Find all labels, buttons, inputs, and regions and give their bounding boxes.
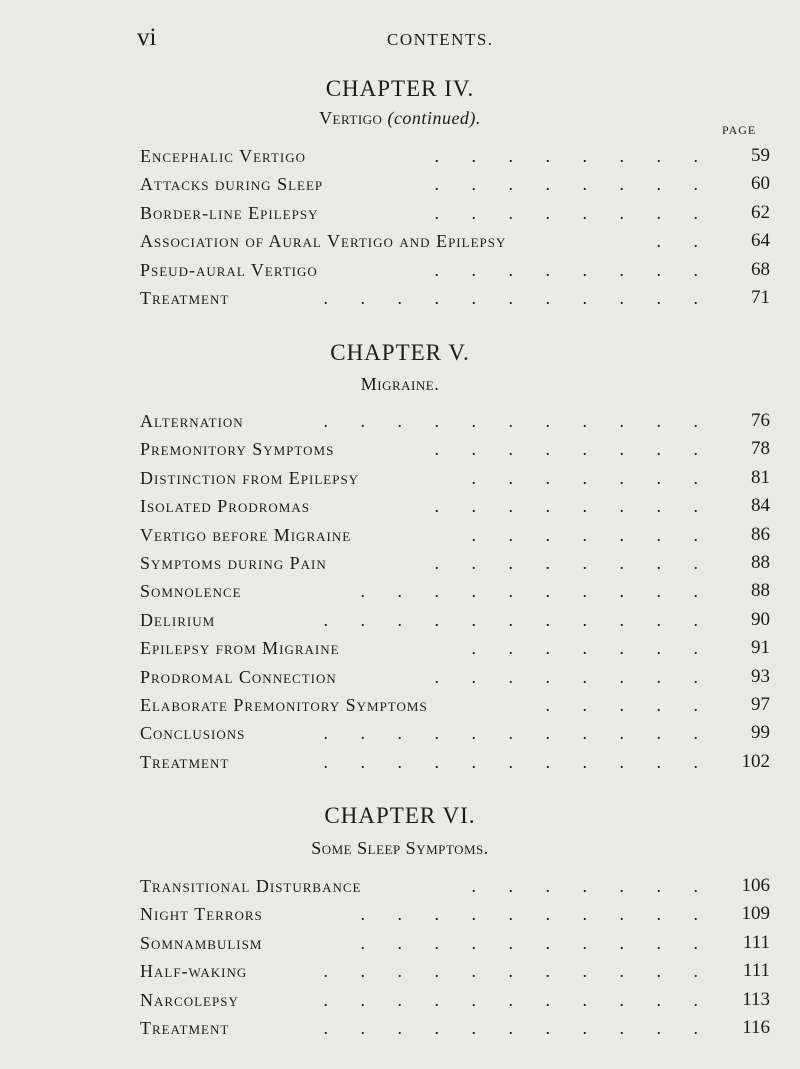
toc-entry-title: Prodromal Connection <box>140 666 337 687</box>
toc-entry-page: 84 <box>751 495 770 517</box>
toc-entry-title: Isolated Prodromas <box>140 496 310 517</box>
toc-entry-page: 86 <box>751 523 770 545</box>
toc-entry[interactable] <box>140 691 770 719</box>
toc-entry-page: 93 <box>751 665 770 687</box>
toc-entry[interactable] <box>140 407 770 435</box>
dot-leader: . . <box>656 231 712 252</box>
toc-entry-title: Somnambulism <box>140 932 263 953</box>
dot-leader: . . . . . . . . <box>434 439 712 460</box>
toc-entry-title: Treatment <box>140 1017 230 1038</box>
toc-entry[interactable] <box>140 900 770 928</box>
toc-entry-title: Treatment <box>140 751 230 772</box>
toc-list-chapter-vi <box>140 872 770 1042</box>
toc-entry-title: Epilepsy from Migraine <box>140 638 340 659</box>
dot-leader: . . . . . . . . <box>434 146 712 166</box>
toc-entry[interactable] <box>140 872 770 900</box>
dot-leader: . . . . . . . . . . . <box>323 287 712 308</box>
toc-entry[interactable] <box>140 521 770 549</box>
toc-entry[interactable] <box>140 663 770 691</box>
toc-entry[interactable] <box>140 284 770 312</box>
toc-entry[interactable] <box>140 748 770 776</box>
running-head <box>0 24 800 54</box>
toc-entry-title: Attacks during Sleep <box>140 174 324 195</box>
toc-entry-title: Pseud-aural Vertigo <box>140 259 318 280</box>
toc-entry[interactable] <box>140 170 770 198</box>
toc-entry-page: 116 <box>742 1016 770 1038</box>
toc-entry[interactable] <box>140 464 770 492</box>
toc-entry-title: Conclusions <box>140 723 246 744</box>
toc-entry[interactable] <box>140 256 770 284</box>
dot-leader: . . . . . . . . . . . <box>323 961 712 982</box>
toc-entry[interactable] <box>140 606 770 634</box>
chapter-subtitle <box>0 108 800 129</box>
toc-entry-page: 111 <box>742 960 770 982</box>
toc-entry-page: 111 <box>742 931 770 953</box>
chapter-subtitle-italic: (continued). <box>387 108 481 128</box>
toc-entry-title: Narcolepsy <box>140 989 239 1010</box>
toc-list-chapter-v <box>140 407 770 776</box>
toc-entry[interactable] <box>140 227 770 255</box>
toc-entry-page: 91 <box>751 637 770 659</box>
page-number: vi <box>137 24 157 51</box>
toc-entry-page: 106 <box>741 875 770 896</box>
toc-entry-title: Distinction from Epilepsy <box>140 467 360 488</box>
toc-entry-title: Premonitory Symptoms <box>140 439 335 460</box>
dot-leader: . . . . . . . . . . . <box>323 751 712 772</box>
toc-entry[interactable] <box>140 435 770 463</box>
toc-entry-title: Treatment <box>140 287 230 308</box>
toc-entry-page: 88 <box>751 551 770 573</box>
toc-entry-title: Vertigo before Migraine <box>140 524 352 545</box>
toc-entry-title: Border-line Epilepsy <box>140 202 319 223</box>
dot-leader: . . . . . . . . . . <box>360 581 712 602</box>
chapter-subtitle: Migraine. <box>360 374 440 394</box>
toc-entry[interactable] <box>140 199 770 227</box>
toc-entry-page: 109 <box>741 903 770 925</box>
dot-leader: . . . . . . . . . . . <box>323 989 712 1010</box>
toc-entry[interactable] <box>140 142 770 170</box>
dot-leader: . . . . . . . . . . . <box>323 609 712 630</box>
dot-leader: . . . . . . . . <box>434 552 712 573</box>
dot-leader: . . . . . . . . <box>434 496 712 517</box>
toc-entry[interactable] <box>140 957 770 985</box>
dot-leader: . . . . . . . . . . <box>360 904 712 925</box>
dot-leader: . . . . . . . . <box>434 666 712 687</box>
toc-entry-page: 102 <box>741 750 770 772</box>
toc-entry-page: 62 <box>751 201 770 223</box>
toc-entry[interactable] <box>140 549 770 577</box>
toc-entry-page: 64 <box>751 230 770 252</box>
dot-leader: . . . . . . . . . . . <box>323 1017 712 1038</box>
dot-leader: . . . . . . . . <box>434 202 712 223</box>
toc-entry-title: Delirium <box>140 609 216 630</box>
toc-entry[interactable] <box>140 577 770 605</box>
toc-entry-title: Half-waking <box>140 961 248 982</box>
toc-list-chapter-iv <box>140 142 770 312</box>
dot-leader: . . . . . . . . <box>434 174 712 195</box>
dot-leader: . . . . . . . <box>471 876 712 896</box>
toc-entry-title: Transitional Disturbance <box>140 876 362 896</box>
toc-entry-page: 71 <box>751 286 770 308</box>
toc-entry[interactable] <box>140 634 770 662</box>
toc-entry-title: Night Terrors <box>140 904 263 925</box>
toc-entry[interactable] <box>140 719 770 747</box>
dot-leader: . . . . . . . . . . <box>360 932 712 953</box>
toc-entry-page: 76 <box>751 410 770 431</box>
toc-entry-page: 97 <box>751 693 770 715</box>
dot-leader: . . . . . . . . . . . <box>323 411 712 431</box>
toc-entry-title: Symptoms during Pain <box>140 552 327 573</box>
toc-entry-page: 113 <box>742 988 770 1010</box>
toc-entry-title: Elaborate Premonitory Symptoms <box>140 694 428 715</box>
toc-entry-page: 68 <box>751 258 770 280</box>
toc-entry-title: Encephalic Vertigo <box>140 146 306 166</box>
dot-leader: . . . . . <box>545 694 712 715</box>
dot-leader: . . . . . . . . . . . <box>323 723 712 744</box>
chapter-heading: CHAPTER V. <box>330 340 470 365</box>
chapter-subtitle: Some Sleep Symptoms. <box>311 838 489 858</box>
toc-entry[interactable] <box>140 929 770 957</box>
toc-entry-page: 90 <box>751 608 770 630</box>
toc-entry-page: 99 <box>751 722 770 744</box>
toc-entry-page: 59 <box>751 145 770 166</box>
toc-entry[interactable] <box>140 492 770 520</box>
chapter-heading: CHAPTER IV. <box>325 76 475 101</box>
toc-entry-page: 78 <box>751 438 770 460</box>
dot-leader: . . . . . . . <box>471 467 712 488</box>
toc-entry-page: 60 <box>751 173 770 195</box>
chapter-heading: CHAPTER VI. <box>324 803 476 828</box>
toc-entry-page: 81 <box>751 466 770 488</box>
dot-leader: . . . . . . . . <box>434 259 712 280</box>
dot-leader: . . . . . . . <box>471 638 712 659</box>
running-title: CONTENTS. <box>387 30 494 49</box>
toc-entry-title: Association of Aural Vertigo and Epilepsy <box>140 231 507 252</box>
dot-leader: . . . . . . . <box>471 524 712 545</box>
toc-entry[interactable] <box>140 1014 770 1042</box>
page-column-label: PAGE <box>722 123 757 137</box>
toc-entry-title: Somnolence <box>140 581 242 602</box>
toc-entry[interactable] <box>140 986 770 1014</box>
toc-entry-title: Alternation <box>140 411 244 431</box>
toc-entry-page: 88 <box>751 580 770 602</box>
chapter-subtitle-main: Vertigo <box>319 108 388 128</box>
